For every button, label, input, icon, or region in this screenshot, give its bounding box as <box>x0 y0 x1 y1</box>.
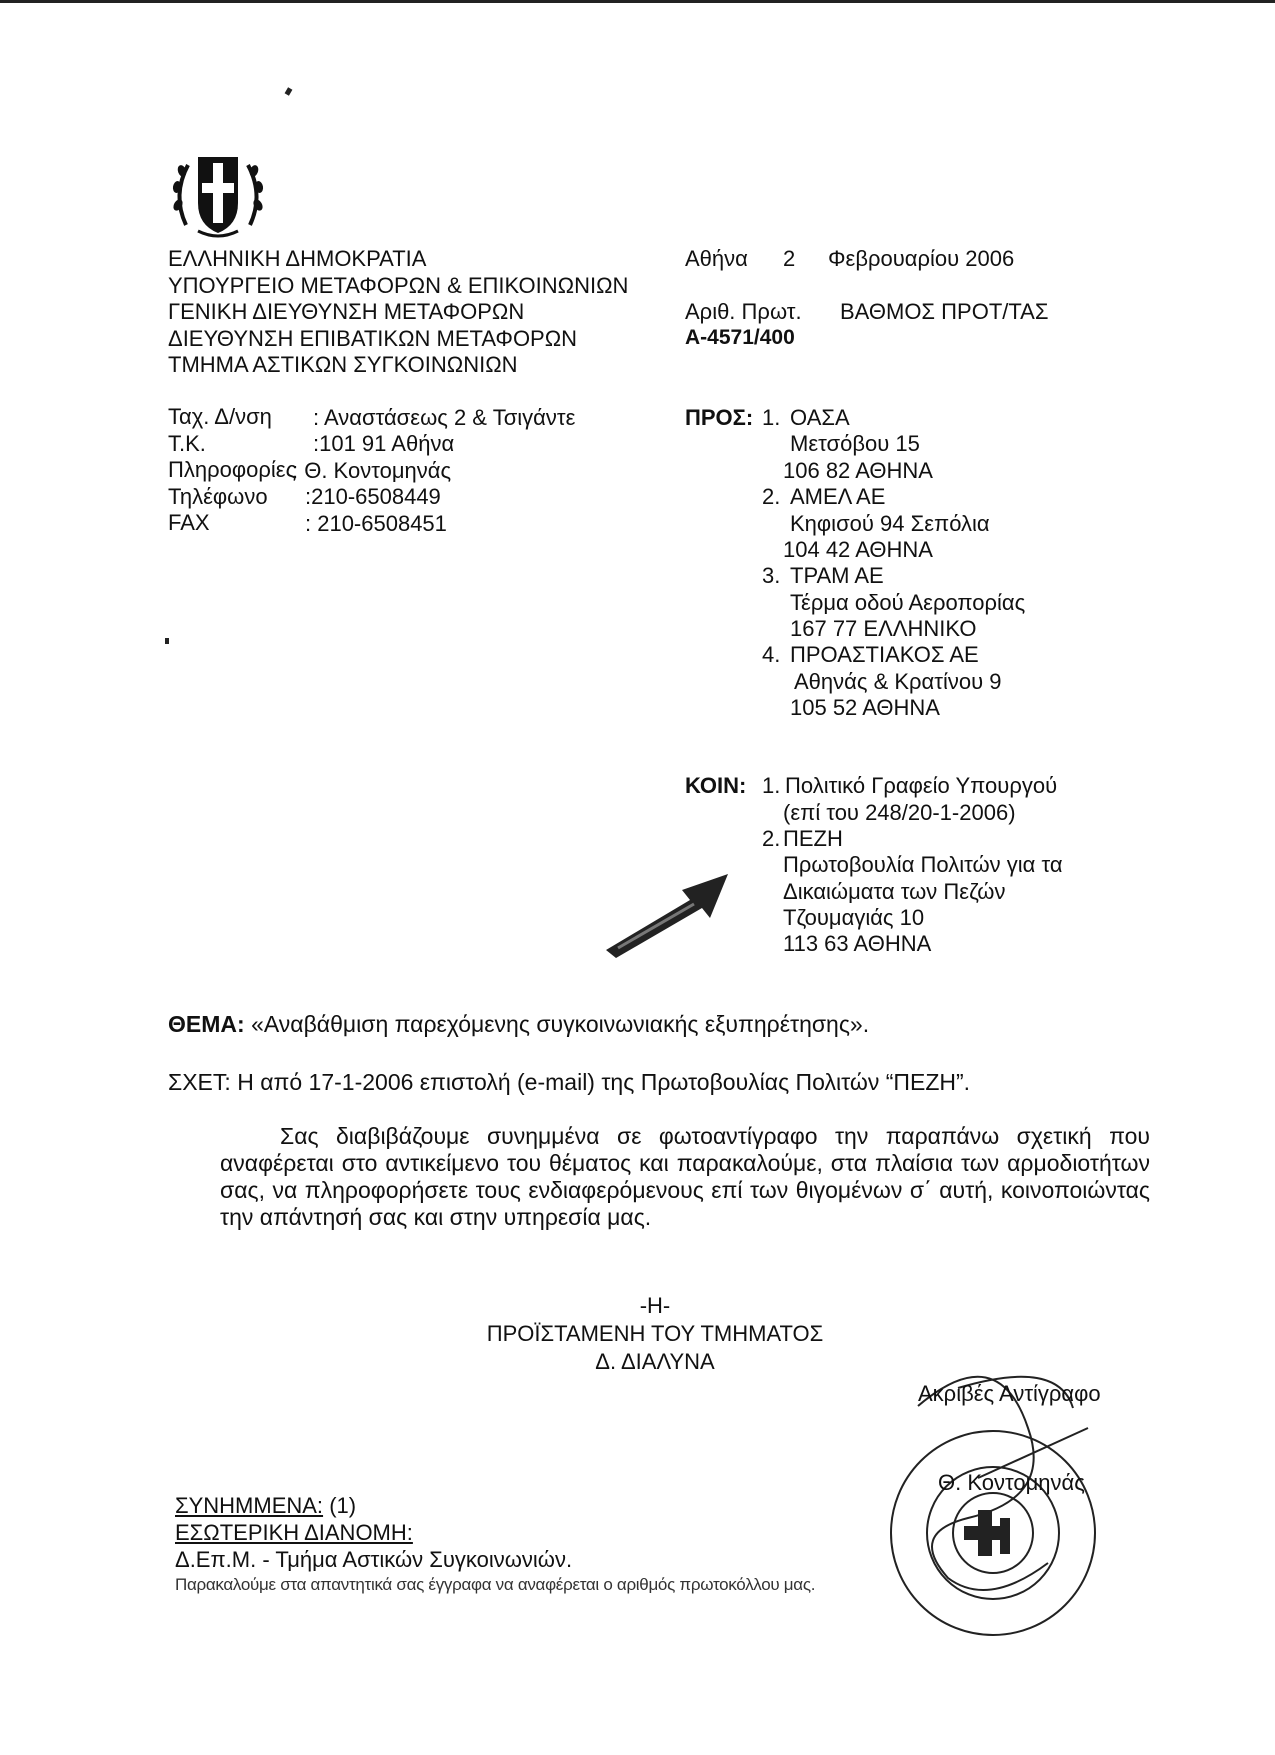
certified-copy-label: Ακριβές Αντίγραφο <box>918 1381 1101 1406</box>
certified-copy-signer: Θ. Κοντομηνάς <box>938 1470 1085 1495</box>
protocol-number: Α-4571/400 <box>685 326 795 349</box>
signature-name: Δ. ΔΙΑΛΥΝΑ <box>595 1349 715 1374</box>
info-value: : Θ. Κοντομηνάς <box>292 458 452 483</box>
cc-name: ΠΕΖΗ <box>783 826 843 851</box>
contact-label: Τηλέφωνο <box>168 483 268 509</box>
recipient-address: Μετσόβου 15 <box>790 431 920 456</box>
cc-line: Τζουμαγιάς 10 <box>783 905 925 930</box>
recipient-address: Αθηνάς & Κρατίνου 9 <box>794 669 1002 694</box>
postcode-value: :101 91 Αθήνα <box>313 431 455 456</box>
subject-line <box>168 1010 869 1038</box>
recipient-name: ΟΑΣΑ <box>790 405 850 430</box>
recipient-city: 167 77 ΕΛΛΗΝΙΚΟ <box>790 616 977 641</box>
sender-block <box>168 246 628 379</box>
recipient-name: ΠΡΟΑΣΤΙΑΚΟΣ ΑΕ <box>790 642 979 667</box>
cc-number: 1. <box>762 773 781 798</box>
cc-name: Πολιτικό Γραφείο Υπουργού <box>785 773 1058 798</box>
attachments-count: (1) <box>329 1493 357 1518</box>
reference-label: ΣΧΕΤ: <box>168 1069 231 1095</box>
recipient-city: 105 52 ΑΘΗΝΑ <box>790 695 940 720</box>
date-city: Αθήνα <box>685 246 748 271</box>
priority-label: ΒΑΘΜΟΣ ΠΡΟΤ/ΤΑΣ <box>840 299 1049 324</box>
ministry-name: ΥΠΟΥΡΓΕΙΟ ΜΕΤΑΦΟΡΩΝ & ΕΠΙΚΟΙΝΩΝΙΩΝ <box>168 272 629 298</box>
signature-mark: -Η- <box>639 1293 671 1318</box>
recipient-name: ΑΜΕΛ ΑΕ <box>790 484 886 509</box>
arrow-icon <box>598 862 738 962</box>
attachments-line <box>175 1492 356 1519</box>
reference-line <box>168 1068 970 1096</box>
contact-label: FAX <box>168 510 210 535</box>
contact-label: Πληροφορίες <box>168 457 297 482</box>
subject-label: ΘΕΜΑ: <box>168 1011 245 1037</box>
signature-title: ΠΡΟΪΣΤΑΜΕΝΗ ΤΟΥ ΤΜΗΜΑΤΟΣ <box>486 1321 824 1346</box>
contact-label: Τ.Κ. <box>168 430 206 456</box>
cc-label: ΚΟΙΝ: <box>685 773 747 798</box>
to-label: ΠΡΟΣ: <box>685 405 754 430</box>
recipient-address: Κηφισού 94 Σεπόλια <box>790 511 990 536</box>
speck <box>285 87 293 96</box>
cc-line: Δικαιώματα των Πεζών <box>783 879 1006 904</box>
body-paragraph: Σας διαβιβάζουμε συνημμένα σε φωτοαντίγραφο την παραπάνω σχετική που αναφέρεται στο αντικείμενο του θέματος και παρακαλούμε, στα πλαίσια των αρμοδιοτήτων σας, να πληροφορήσετε τους ενδιαφερόμενους επί των θιγομένων σ΄ αυτή, κοινοποιώντας την απάντησή σας και στην υπηρεσία μας. <box>220 1123 1150 1230</box>
attachments-label: ΣΥΝΗΜΜΕΝΑ: <box>175 1493 324 1518</box>
department: ΤΜΗΜΑ ΑΣΤΙΚΩΝ ΣΥΓΚΟΙΝΩΝΙΩΝ <box>168 352 518 377</box>
reference-text: Η από 17-1-2006 επιστολή (e-mail) της Πρωτοβουλίας Πολιτών “ΠΕΖΗ”. <box>237 1069 971 1095</box>
footer-note: Παρακαλούμε στα απαντητικά σας έγγραφα να αναφέρεται ο αριθμός πρωτοκόλλου μας. <box>175 1575 816 1594</box>
page-top-border <box>0 0 1275 3</box>
date-day: 2 <box>783 246 796 271</box>
contact-label: Ταχ. Δ/νση <box>168 404 272 429</box>
internal-distribution-item: Δ.Επ.Μ. - Τμήμα Αστικών Συγκοινωνιών. <box>175 1547 573 1572</box>
subject-text: «Αναβάθμιση παρεχόμενης συγκοινωνιακής εξυπηρέτησης». <box>251 1011 870 1037</box>
recipient-city: 106 82 ΑΘΗΝΑ <box>783 458 933 483</box>
address-value: : Αναστάσεως 2 & Τσιγάντε <box>313 405 576 430</box>
cc-note: (επί του 248/20-1-2006) <box>783 800 1016 825</box>
recipient-number: 3. <box>762 563 781 588</box>
protocol-label: Αριθ. Πρωτ. <box>685 299 802 324</box>
fax-value: : 210-6508451 <box>305 511 447 536</box>
directorate-general: ΓΕΝΙΚΗ ΔΙΕΥΘΥΝΣΗ ΜΕΤΑΦΟΡΩΝ <box>168 299 525 324</box>
directorate: ΔΙΕΥΘΥΝΣΗ ΕΠΙΒΑΤΙΚΩΝ ΜΕΤΑΦΟΡΩΝ <box>168 325 578 351</box>
phone-value: :210-6508449 <box>305 484 441 509</box>
internal-distribution-label: ΕΣΩΤΕΡΙΚΗ ΔΙΑΝΟΜΗ: <box>175 1520 413 1545</box>
cc-line: Πρωτοβουλία Πολιτών για τα <box>783 852 1063 877</box>
speck <box>165 638 169 644</box>
cc-number: 2. <box>762 826 781 851</box>
recipient-number: 2. <box>762 484 781 509</box>
date-month-year: Φεβρουαρίου 2006 <box>828 246 1015 271</box>
recipient-address: Τέρμα οδού Αεροπορίας <box>790 590 1026 615</box>
contact-labels <box>168 404 296 537</box>
coat-of-arms-emblem <box>168 145 268 245</box>
recipient-number: 4. <box>762 642 781 667</box>
recipient-number: 1. <box>762 405 781 430</box>
cc-line: 113 63 ΑΘΗΝΑ <box>783 931 932 956</box>
country-name: ΕΛΛΗΝΙΚΗ ΔΗΜΟΚΡΑΤΙΑ <box>168 246 427 271</box>
recipient-city: 104 42 ΑΘΗΝΑ <box>783 537 933 562</box>
recipient-name: ΤΡΑΜ ΑΕ <box>790 563 884 588</box>
